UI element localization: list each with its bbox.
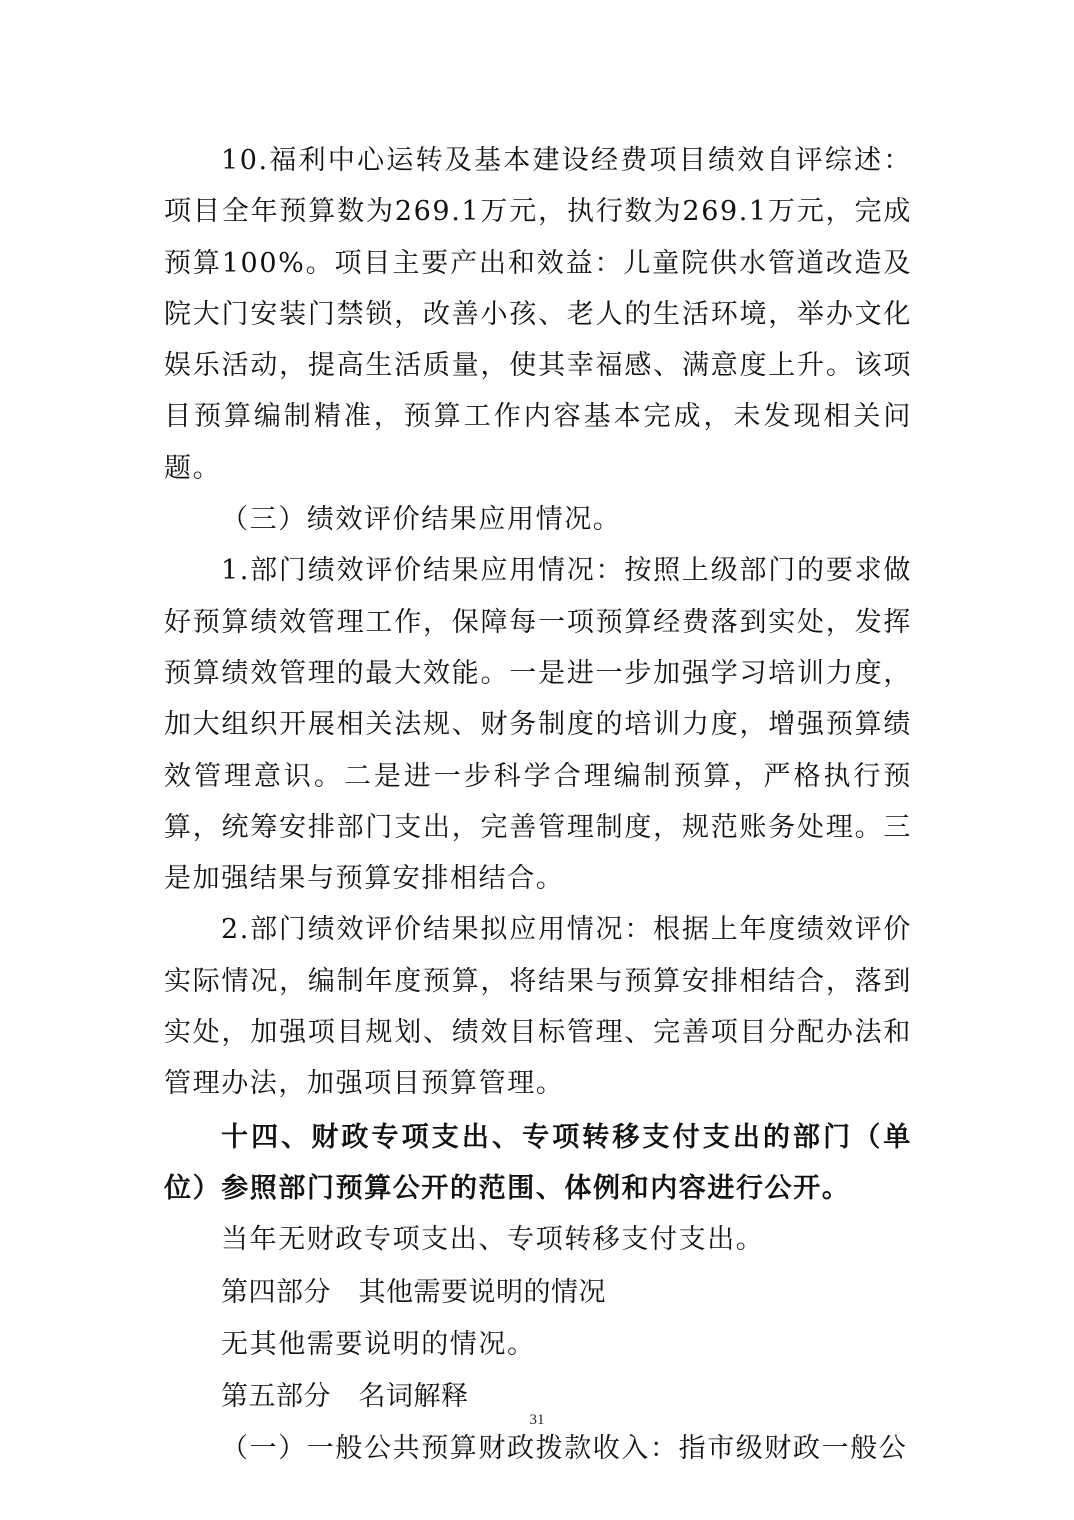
part-five-heading: 第五部分 名词解释 (221, 1380, 469, 1412)
paragraph-results-application: 1.部门绩效评价结果应用情况：按照上级部门的要求做好预算绩效管理工作，保障每一项预算经费落到实处，发挥预算绩效管理的最大效能。一是进一步加强学习培训力度，加大组织开展相关法规、财务制度的培训力度，增强预算绩效管理意识。二是进一步科学合理编制预算，严格执行预算，统筹安排部门支出，完善管理制度，规范账务处理。三是加强结果与预算安排相结合。 (164, 555, 912, 895)
page-number: 31 (529, 1412, 545, 1428)
document-body (164, 135, 912, 1474)
part-four-heading: 第四部分 其他需要说明的情况 (221, 1276, 606, 1308)
paragraph-no-special-expenditure: 当年无财政专项支出、专项转移支付支出。 (221, 1224, 765, 1256)
section-heading-performance-results: （三）绩效评价结果应用情况。 (221, 504, 622, 536)
paragraph-results-planned-application: 2.部门绩效评价结果拟应用情况：根据上年度绩效评价实际情况，编制年度预算，将结果与预算安排相结合，落到实处，加强项目规划、绩效目标管理、完善项目分配办法和管理办法，加强项目预算管理。 (164, 914, 912, 1100)
paragraph-no-other-notes: 无其他需要说明的情况。 (221, 1328, 536, 1360)
section-heading-fourteen: 十四、财政专项支出、专项转移支付支出的部门（单位）参照部门预算公开的范围、体例和内容进行公开。 (164, 1121, 912, 1204)
paragraph-term-definition-one: （一）一般公共预算财政拨款收入：指市级财政一般公 (221, 1432, 908, 1464)
paragraph-welfare-center-project: 10.福利中心运转及基本建设经费项目绩效自评综述：项目全年预算数为269.1万元，执行数为269.1万元，完成预算100%。项目主要产出和效益：儿童院供水管道改造及院大门安装门禁锁，改善小孩、老人的生活环境，举办文化娱乐活动，提高生活质量，使其幸福感、满意度上升。该项目预算编制精准，预算工作内容基本完成，未发现相关问题。 (164, 145, 912, 484)
